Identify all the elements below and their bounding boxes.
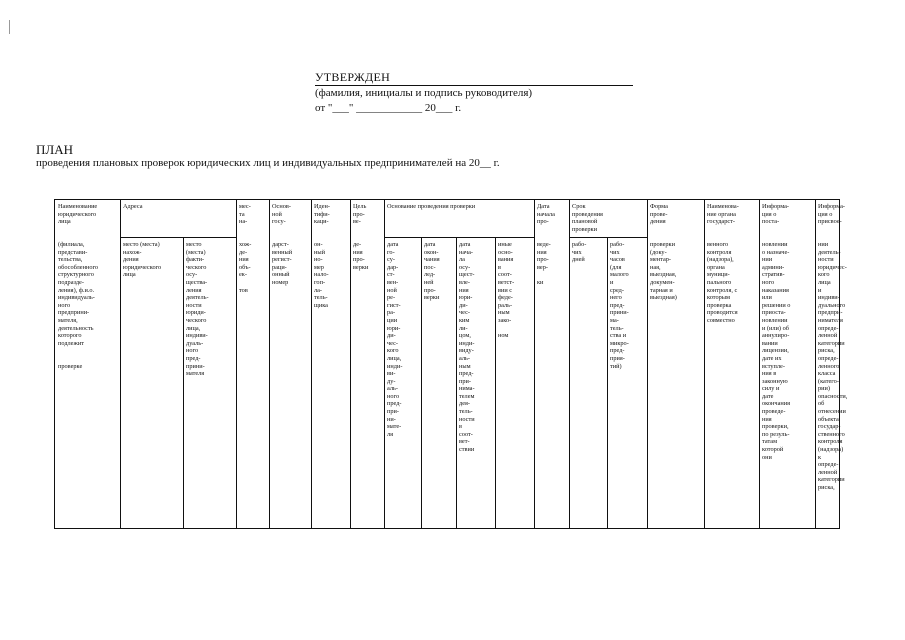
- col-border: [704, 200, 705, 528]
- col-border: [236, 200, 237, 528]
- cell-registration-date: дата го- су- дар- ст- вен- ной ре- гист- ра- ции юри- ди- чес- кого лица, инди- ви- ду- аль- ного пред- при- ни- мате- ля: [387, 241, 403, 438]
- cell-ogrn: дарст- венный регист- раци- онный номер: [272, 241, 293, 286]
- inspection-plan-table: [54, 199, 848, 529]
- header-risk-category-info: Информа- ция о присвое-: [818, 203, 846, 226]
- cell-address-actual: место (места) факти- ческого осу- щества- ления деятель- ности юриди- ческого лица, индиви- дуаль- ного пред- прини- мателя: [186, 241, 209, 378]
- cell-start-date: веде- ния про- вер- ки: [537, 241, 551, 286]
- header-inspection-form: Форма прове- дения: [650, 203, 668, 226]
- cell-risk-category-info: нии деятель- ности юридичес- кого лица и индиви- дуального предпри- нимателя опреде- ленной категории риска, опреде- ленного класса (катего- рии) опасности, об отнесении объекта государ- ственного контроля (надзора) к опреде- ленной категории риска,: [818, 241, 848, 491]
- basis-group-underline: [384, 237, 534, 238]
- col-border: [534, 200, 535, 528]
- cell-working-days: рабо- чих дней: [572, 241, 587, 264]
- header-legal-entity-name: Наименование юридического лица: [58, 203, 98, 226]
- subcol-border: [495, 237, 496, 528]
- col-border: [350, 200, 351, 528]
- col-border: [759, 200, 760, 528]
- term-group-underline: [569, 237, 647, 238]
- signature-note: (фамилия, инициалы и подпись руководителя): [315, 87, 533, 99]
- plan-subtitle: проведения плановых проверок юридических лиц и индивидуальных предпринимателей на 20__ г.: [36, 157, 500, 169]
- plan-title: ПЛАН: [36, 142, 73, 157]
- approval-date-line: от "___" ____________ 20___ г.: [315, 102, 462, 114]
- header-inspection-term: Срок проведения плановой проверки: [572, 203, 603, 233]
- col-border: [384, 200, 385, 528]
- cell-object-location: хож- де- ния объ- ек- тов: [239, 241, 252, 294]
- cell-legal-entity-name: (филиала, представи- тельства, обособленного структурного подразде- ления), ф.и.о. индивидуаль- ного предприни- мателя, деятельность которого подлежит проверке: [58, 241, 99, 370]
- header-start-date: Дата начала про-: [537, 203, 555, 226]
- col-border: [815, 200, 816, 528]
- subcol-border: [456, 237, 457, 528]
- cell-inspection-form: проверки (доку- ментар- ная, выездная, докумен- тарная и выездная): [650, 241, 677, 302]
- approval-block: [315, 69, 633, 116]
- col-border: [647, 200, 648, 528]
- cell-address-legal: место (места) нахож- дения юридического лица: [123, 241, 162, 279]
- header-state-authority: Наименова- ние органа государст-: [707, 203, 739, 226]
- header-inspection-basis: Основание проведения проверки: [387, 203, 476, 210]
- cell-inspection-purpose: де- ния про- верки: [353, 241, 369, 271]
- col-border: [269, 200, 270, 528]
- header-inn: Иден- тифи- каци-: [314, 203, 331, 226]
- subcol-border: [183, 237, 184, 528]
- header-object-location: мес- та на-: [239, 203, 251, 226]
- address-group-underline: [120, 237, 236, 238]
- subcol-border: [607, 237, 608, 528]
- cell-penalty-info: новлении о назначе- нии админи- стратив- ного наказания или решении о приоста- новлении и (или) об аннулиро- вании лицензии, дате их вступле- ния в законную силу и дате окончания проведе- ния проверки, по резуль- татам которой они: [762, 241, 791, 461]
- header-inspection-purpose: Цель про- ве-: [353, 203, 367, 226]
- cell-state-authority: венного контроля (надзора), органа муници- пального контроля, с которым проверка проводится совместно: [707, 241, 738, 324]
- header-penalty-info: Информа- ция о поста-: [762, 203, 790, 226]
- cell-working-hours: рабо- чих часов (для малого и сред- него пред- прини- ма- тель- ства и микро- пред- прия- тий): [610, 241, 629, 370]
- subcol-border: [421, 237, 422, 528]
- cell-inn: он- ный но- мер нало- гоп- ла- тель- щика: [314, 241, 329, 309]
- col-border: [569, 200, 570, 528]
- cell-activity-start-date: дата нача- ла осу- щест- вле- ния юри- ди- чес- ким ли- цом, инди- виду- аль- ным пред- при- нима- телем дея- тель- ности в соот- вет- ствии: [459, 241, 475, 454]
- col-border: [311, 200, 312, 528]
- cell-other-grounds: иные осно- вания в соот- ветст- вии с феде- раль- ным зако- ном: [498, 241, 515, 340]
- header-ogrn: Основ- ной госу-: [272, 203, 291, 226]
- col-border: [120, 200, 121, 528]
- cell-last-inspection-date: дата окон- чания пос- лед- ней про- верки: [424, 241, 440, 302]
- approval-title: УТВЕРЖДЕН: [315, 70, 633, 86]
- page-edge-mark: [9, 20, 12, 34]
- header-addresses: Адреса: [123, 203, 143, 210]
